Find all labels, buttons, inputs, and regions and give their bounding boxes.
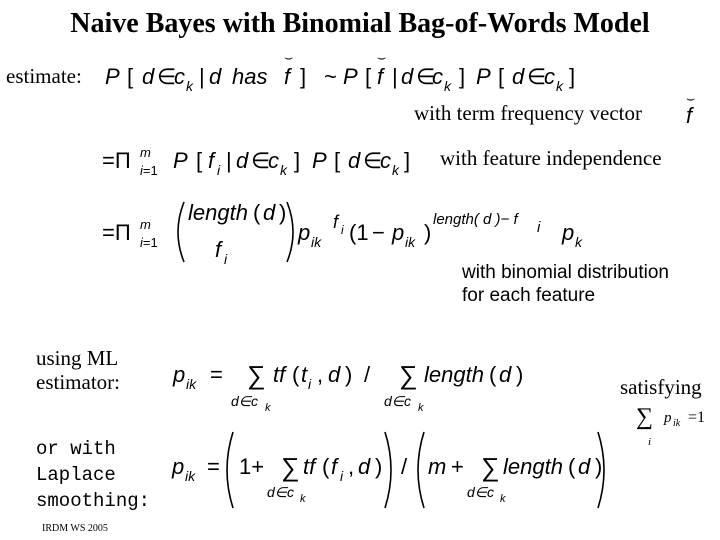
svg-text:ik: ik — [673, 418, 681, 429]
laplace-label-line2: Laplace — [36, 464, 116, 486]
laplace-label-line1: or with — [36, 438, 116, 460]
svg-text:tf: tf — [303, 454, 316, 479]
svg-text:t: t — [301, 362, 308, 387]
svg-text:]: ] — [300, 64, 307, 89]
svg-text:f: f — [208, 148, 215, 173]
svg-text:=Π: =Π — [102, 148, 131, 173]
svg-text:i: i — [341, 223, 344, 237]
page-title: Naive Bayes with Binomial Bag-of-Words Model — [70, 8, 650, 39]
svg-text:c: c — [432, 64, 443, 89]
svg-text:ik: ik — [405, 234, 416, 250]
ml-equation — [172, 360, 523, 414]
svg-text:[: [ — [365, 64, 372, 89]
svg-text:⌣: ⌣ — [686, 90, 696, 106]
svg-text:ik: ik — [185, 468, 196, 484]
svg-text:,: , — [348, 454, 355, 479]
svg-text:length: length — [503, 454, 563, 479]
binomial-label-line1: with binomial distribution — [462, 262, 669, 283]
svg-text:d: d — [142, 64, 155, 89]
svg-text:P: P — [343, 64, 358, 89]
svg-text:k: k — [418, 402, 424, 414]
svg-text:d: d — [236, 148, 249, 173]
svg-text:i: i — [537, 219, 541, 236]
svg-text:i: i — [308, 376, 312, 392]
independence-equation — [102, 145, 410, 178]
svg-text:d: d — [348, 148, 361, 173]
svg-text:=1: =1 — [688, 409, 706, 426]
svg-text:P: P — [173, 148, 188, 173]
svg-text:⌣: ⌣ — [284, 49, 294, 65]
svg-text:i=1: i=1 — [140, 235, 158, 250]
svg-text:⌣: ⌣ — [377, 49, 387, 65]
svg-text:d: d — [209, 64, 222, 89]
svg-text:(: ( — [253, 200, 261, 225]
binomial-label-line2: for each feature — [462, 285, 596, 306]
svg-text:c: c — [174, 64, 185, 89]
estimate-label: estimate: — [6, 64, 82, 88]
svg-text:]: ] — [294, 148, 301, 173]
svg-text:c: c — [268, 148, 279, 173]
feature-independence-label: with feature independence — [440, 146, 662, 170]
svg-text:=: = — [210, 362, 223, 387]
svg-text:~: ~ — [324, 64, 337, 89]
svg-text:m: m — [428, 454, 447, 479]
svg-text:p: p — [392, 220, 405, 245]
svg-text:d: d — [578, 454, 591, 479]
svg-text:∈: ∈ — [157, 64, 177, 89]
svg-text:f: f — [333, 212, 339, 232]
svg-text:length( d )− f: length( d )− f — [433, 211, 518, 228]
svg-text:k: k — [575, 234, 582, 250]
svg-text:c: c — [380, 148, 391, 173]
svg-text:c: c — [544, 64, 555, 89]
svg-text:): ) — [345, 362, 353, 387]
svg-text:k: k — [500, 493, 506, 505]
svg-text:ik: ik — [186, 376, 197, 392]
svg-text:∑: ∑ — [247, 360, 266, 390]
svg-text:): ) — [424, 220, 432, 245]
svg-text:|: | — [199, 64, 205, 89]
svg-text:p: p — [172, 454, 185, 479]
svg-text:∈: ∈ — [363, 148, 383, 173]
svg-text:ik: ik — [311, 234, 322, 250]
svg-text:∑: ∑ — [399, 360, 418, 390]
svg-text:∈: ∈ — [527, 64, 547, 89]
svg-text:): ) — [516, 362, 524, 387]
svg-text:]: ] — [569, 64, 576, 89]
svg-text:=Π: =Π — [102, 220, 131, 245]
svg-text:+: + — [451, 454, 464, 479]
svg-text:f: f — [377, 64, 384, 89]
svg-text:i=1: i=1 — [140, 163, 158, 178]
svg-text:): ) — [595, 454, 603, 479]
svg-text:d: d — [328, 362, 341, 387]
svg-text:length: length — [188, 200, 248, 225]
svg-text:p: p — [664, 410, 672, 426]
svg-text:∑: ∑ — [636, 404, 654, 430]
svg-text:(: ( — [322, 454, 330, 479]
svg-text:d: d — [358, 454, 371, 479]
satisfying-label: satisfying — [620, 375, 702, 399]
constraint-equation — [636, 404, 705, 448]
svg-text:tf: tf — [273, 362, 286, 387]
svg-text:[: [ — [196, 148, 203, 173]
svg-text:[: [ — [498, 64, 505, 89]
ml-label-line2: estimator: — [36, 370, 120, 394]
svg-text:k: k — [392, 162, 399, 178]
svg-text:has: has — [232, 64, 268, 89]
svg-text:f: f — [686, 103, 693, 128]
footer: IRDM WS 2005 — [42, 523, 108, 534]
svg-text:1+: 1+ — [239, 454, 265, 479]
svg-text:d: d — [499, 362, 512, 387]
svg-text:f: f — [331, 454, 338, 479]
svg-text:i: i — [217, 162, 221, 178]
svg-text:(: ( — [568, 454, 576, 479]
svg-text:|: | — [226, 148, 232, 173]
svg-text:p: p — [562, 220, 575, 245]
svg-text:k: k — [186, 78, 193, 94]
svg-text:m: m — [140, 145, 151, 160]
svg-text:p: p — [173, 362, 186, 387]
svg-text:k: k — [300, 493, 306, 505]
svg-text:i: i — [340, 468, 344, 484]
svg-text:[: [ — [127, 64, 134, 89]
svg-text:i: i — [648, 436, 652, 448]
svg-text:(1: (1 — [349, 220, 369, 245]
svg-text:d∈c: d∈c — [267, 484, 294, 500]
svg-text:d∈c: d∈c — [384, 393, 411, 409]
svg-text:[: [ — [334, 148, 341, 173]
svg-text:k: k — [280, 162, 287, 178]
term-frequency-symbol — [686, 90, 695, 128]
svg-text:f: f — [284, 64, 291, 89]
svg-text:∈: ∈ — [251, 148, 271, 173]
svg-text:d∈c: d∈c — [467, 484, 494, 500]
svg-text:−: − — [372, 220, 385, 245]
binomial-equation — [102, 200, 583, 267]
svg-text:P: P — [105, 64, 120, 89]
laplace-label-line3: smoothing: — [36, 490, 151, 512]
svg-text:m: m — [140, 217, 151, 232]
svg-text:d: d — [401, 64, 414, 89]
svg-text:k: k — [444, 78, 451, 94]
laplace-equation — [171, 432, 604, 508]
svg-text:]: ] — [404, 148, 411, 173]
svg-text:∈: ∈ — [416, 64, 436, 89]
svg-text:length: length — [424, 362, 484, 387]
svg-text:(: ( — [489, 362, 497, 387]
svg-text:|: | — [392, 64, 398, 89]
estimate-equation — [105, 49, 575, 94]
svg-text:∑: ∑ — [481, 452, 500, 482]
svg-text:k: k — [265, 402, 271, 414]
svg-text:/: / — [401, 454, 408, 479]
svg-text:,: , — [317, 362, 324, 387]
svg-text:): ) — [279, 200, 287, 225]
svg-text:]: ] — [459, 64, 466, 89]
svg-text:d: d — [512, 64, 525, 89]
svg-text:k: k — [556, 78, 563, 94]
svg-text:): ) — [375, 454, 383, 479]
svg-text:p: p — [298, 220, 311, 245]
ml-label-line1: using ML — [36, 346, 119, 370]
svg-text:(: ( — [292, 362, 300, 387]
svg-text:d∈c: d∈c — [231, 393, 258, 409]
term-frequency-label: with term frequency vector — [414, 101, 642, 125]
svg-text:=: = — [207, 454, 220, 479]
svg-text:i: i — [224, 251, 228, 267]
svg-text:/: / — [364, 362, 371, 387]
svg-text:P: P — [476, 64, 491, 89]
svg-text:P: P — [312, 148, 327, 173]
svg-text:d: d — [263, 200, 276, 225]
svg-text:∑: ∑ — [281, 452, 300, 482]
svg-text:f: f — [215, 237, 222, 262]
